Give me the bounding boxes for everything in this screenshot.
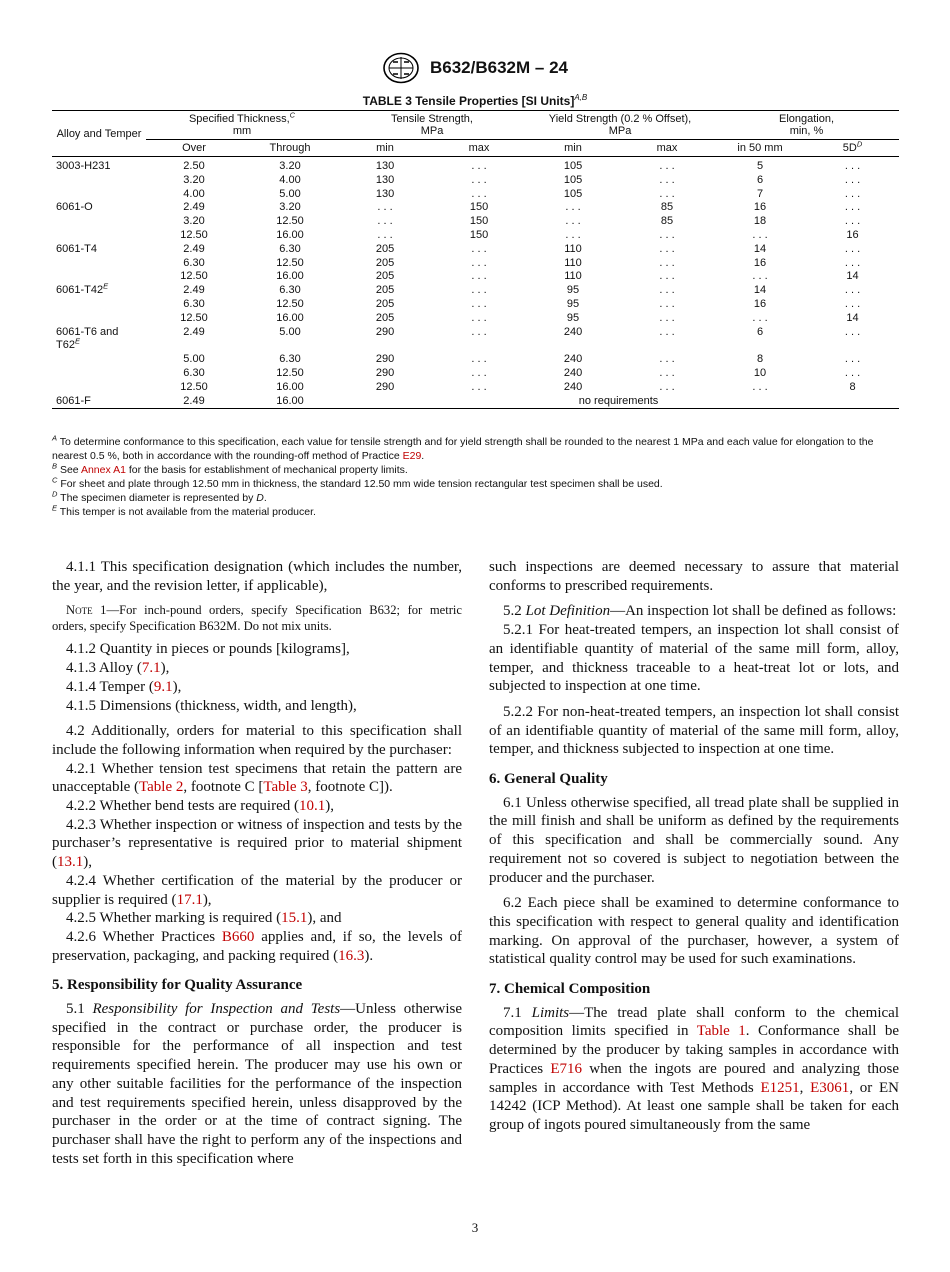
cell-el5d: . . .	[844, 366, 861, 379]
cell-alloy	[52, 298, 146, 312]
cell-ymin: 95	[566, 297, 580, 310]
header-tensile-min: min	[338, 140, 432, 157]
cell-alloy	[52, 381, 146, 395]
link-15-1[interactable]: 15.1	[281, 910, 308, 927]
cell-tmin: 205	[375, 284, 395, 297]
section-5-heading: 5. Responsibility for Quality Assurance	[52, 977, 303, 994]
para-4-2: 4.2 Additionally, orders for material to this specification shall include the following information when required by the purchaser:	[52, 723, 462, 758]
para-5-2-1: 5.2.1 For heat-treated tempers, an inspection lot shall consist of an identifiable quantity of material of the same mill form, alloy, temper, and thickness traceable to a heat-treat lot or lots, and subjected to inspection at one time.	[489, 622, 899, 695]
cell-el5d: . . .	[844, 187, 861, 200]
cell-over: 12.50	[180, 311, 208, 324]
table-row	[52, 367, 899, 381]
table-row	[52, 229, 899, 243]
section-6-heading: 6. General Quality	[489, 771, 608, 788]
header-yield-min: min	[526, 140, 620, 157]
cell-ymin: . . .	[565, 215, 581, 228]
cell-ymax: . . .	[659, 160, 675, 172]
table-caption: TABLE 3 Tensile Properties [SI Units]$^{A,B}$	[362, 93, 588, 108]
cell-tmax: . . .	[471, 284, 487, 297]
cell-el50: 16	[753, 201, 767, 214]
table-row	[52, 201, 899, 215]
footnote-b: $^B$ See Annex A1 for the basis for establishment of mechanical property limits.	[52, 461, 408, 476]
cell-el50: 5	[756, 160, 764, 172]
cell-ymax: . . .	[659, 297, 675, 310]
para-4-2-6: 4.2.6 Whether Practices B660 applies and, if so, the levels of preservation, packaging, and packing required (16.3).	[52, 928, 463, 964]
para-4-2-5: 4.2.5 Whether marking is required (15.1), and	[66, 910, 342, 927]
cell-tmax: . . .	[471, 380, 487, 393]
cell-ymax: 85	[660, 215, 674, 228]
cell-alloy	[52, 312, 146, 326]
cell-tmin: 205	[375, 311, 395, 324]
cell-alloy: 3003-H231	[56, 160, 111, 172]
cell-through: 16.00	[276, 270, 304, 283]
cell-ymax: . . .	[659, 256, 675, 269]
cell-ymin: . . .	[565, 228, 581, 241]
table-row	[52, 381, 899, 395]
cell-tmin: 290	[375, 380, 395, 393]
header-over: Over	[146, 140, 242, 157]
cell-tmin: 130	[375, 187, 395, 200]
cell-over: 2.49	[183, 284, 205, 297]
cell-tmin: . . .	[377, 201, 393, 214]
cell-over: 2.50	[183, 160, 205, 172]
header-tensile-max: max	[432, 140, 526, 157]
cell-through: 3.20	[279, 160, 301, 172]
link-13-1[interactable]: 13.1	[57, 854, 84, 871]
cell-ymin: 240	[563, 366, 583, 379]
cell-tmin: 130	[375, 173, 395, 186]
table-row	[52, 257, 899, 271]
cell-over: 5.00	[183, 353, 205, 366]
link-table-2[interactable]: Table 2	[139, 779, 184, 796]
cell-el50: 16	[753, 297, 767, 310]
cell-span: no requirements	[338, 395, 899, 409]
cell-over: 2.49	[183, 325, 205, 338]
cell-alloy: 6061-F	[52, 395, 146, 409]
link-17-1[interactable]: 17.1	[176, 891, 203, 908]
cell-over: 2.49	[146, 395, 242, 409]
para-4-2-1: 4.2.1 Whether tension test specimens that retain the pattern are unacceptable (Table 2, footnote C [Table 3, footnote C]).	[52, 760, 462, 796]
cell-el50: 10	[753, 366, 767, 379]
cell-tmin: . . .	[377, 215, 393, 228]
cell-through: 3.20	[279, 201, 301, 214]
cell-over: 6.30	[183, 366, 205, 379]
cell-through: 16.00	[276, 380, 304, 393]
cell-ymax: . . .	[659, 311, 675, 324]
cell-tmax: 150	[469, 215, 489, 228]
cell-tmax: . . .	[471, 187, 487, 200]
link-7-1[interactable]: 7.1	[141, 660, 161, 677]
table-row	[52, 174, 899, 188]
cell-over: 3.20	[183, 173, 205, 186]
link-table-3[interactable]: Table 3	[263, 779, 308, 796]
header-specified-thickness: Specified Thickness,$^C$ mm	[146, 111, 338, 140]
cell-ymin: 105	[563, 173, 583, 186]
page-number: 3	[471, 1220, 479, 1235]
footnote-c: $^C$ For sheet and plate through 12.50 mm in thickness, the standard 12.50 mm wide tension rectangular test specimen shall be used.	[52, 475, 663, 490]
para-5-2-2: 5.2.2 For non-heat-treated tempers, an inspection lot shall consist of an identifiable quantity of material of the same mill form, alloy, temper, and thickness subjected to inspection at one time.	[489, 703, 899, 758]
link-b660[interactable]: B660	[221, 928, 255, 945]
table-footnotes	[52, 435, 899, 519]
cell-over: 6.30	[183, 297, 205, 310]
section-7-heading: 7. Chemical Composition	[489, 981, 651, 998]
cell-ymax: . . .	[659, 380, 675, 393]
table-row	[52, 188, 899, 202]
cell-ymin: 240	[563, 380, 583, 393]
cell-tmax: 150	[469, 201, 489, 214]
para-4-1-1: 4.1.1 This specification designation (which includes the number, the year, and the revision letter, if applicable),	[52, 559, 462, 594]
cell-el5d: . . .	[844, 256, 861, 269]
cell-el5d: . . .	[844, 242, 861, 255]
header-elongation: Elongation, min, %	[714, 111, 899, 140]
cell-tmin: 205	[375, 242, 395, 255]
page-header	[0, 52, 950, 84]
cell-ymin: 110	[564, 242, 582, 255]
cell-through: 12.50	[276, 215, 304, 228]
table-row	[52, 395, 899, 409]
para-4-2-3: 4.2.3 Whether inspection or witness of inspection and tests by the purchaser’s representative is required prior to material shipment (13.1),	[52, 816, 462, 871]
note-1: Note 1—For inch-pound orders, specify Specification B632; for metric orders, specify Specification B632M. Do not mix units.	[52, 603, 462, 634]
cell-ymax: . . .	[659, 242, 675, 255]
cell-ymax: . . .	[659, 270, 675, 283]
cell-el5d: . . .	[844, 325, 861, 338]
cell-alloy	[52, 367, 146, 381]
para-7-1: 7.1 Limits—The tread plate shall conform to the chemical composition limits specified in Table 1. Conformance shall be determined by the producer by taking samples in accordance with Practices E716 when the ingots are poured and analyzing those samples in accordance with Test Methods E1251, E3061, or EN 14242 (ICP Method). At least one sample shall be taken for each group of ingots poured simultaneously from the same	[489, 1004, 900, 1133]
cell-ymin: 105	[563, 160, 583, 172]
cell-el50: 6	[756, 325, 764, 338]
para-4-2-4: 4.2.4 Whether certification of the material by the producer or supplier is required (17.1),	[52, 872, 462, 908]
cell-tmax: . . .	[471, 256, 487, 269]
para-4-1-3: 4.1.3 Alloy (7.1),	[66, 660, 170, 677]
cell-tmax: . . .	[471, 353, 487, 366]
cell-el50: 14	[753, 284, 767, 297]
table-row	[52, 243, 899, 257]
cell-tmax: . . .	[471, 297, 487, 310]
cell-el50: . . .	[752, 311, 768, 324]
cell-el5d: . . .	[844, 160, 861, 172]
para-5-2: 5.2 Lot Definition—An inspection lot shall be defined as follows:	[503, 603, 897, 620]
link-10-1[interactable]: 10.1	[298, 798, 326, 815]
cell-tmin: 290	[375, 325, 395, 338]
cell-tmax: 150	[469, 228, 489, 241]
astm-logo-icon	[382, 52, 420, 84]
cell-el50: 14	[753, 242, 767, 255]
tensile-properties-table	[52, 110, 899, 409]
cell-el50: 6	[756, 173, 764, 186]
cell-tmax: . . .	[471, 366, 487, 379]
para-6-1: 6.1 Unless otherwise specified, all tread plate shall be supplied in the mill finish and shall be uniform as defined by the requirements of this specification and shall be commercially sound. Any requirement not so covered is subject to negotiation between the producer and the purchaser.	[489, 794, 899, 886]
cell-ymin: 240	[563, 353, 583, 366]
cell-through: 16.00	[242, 395, 338, 409]
cell-tmax: . . .	[471, 160, 487, 172]
cell-ymin: . . .	[565, 201, 581, 214]
table-row	[52, 157, 899, 174]
cell-ymax: . . .	[659, 173, 675, 186]
cell-el50: . . .	[752, 228, 768, 241]
cell-tmax: . . .	[471, 173, 487, 186]
cell-alloy	[52, 188, 146, 202]
cell-over: 2.49	[183, 201, 205, 214]
cell-el5d: . . .	[844, 297, 861, 310]
cell-el50: 8	[756, 353, 764, 366]
header-through: Through	[242, 140, 338, 157]
cell-through: 12.50	[276, 256, 304, 269]
cell-through: 6.30	[279, 353, 301, 366]
cell-ymax: . . .	[659, 366, 675, 379]
table-row	[52, 353, 899, 367]
table-body	[52, 157, 899, 409]
header-in-50-mm: in 50 mm	[714, 140, 806, 157]
cell-alloy: $6061-T42^E$	[56, 281, 109, 297]
cell-ymax: 85	[660, 201, 674, 214]
cell-tmin: 205	[375, 256, 395, 269]
cell-el50: . . .	[752, 270, 768, 283]
cell-through: 16.00	[276, 228, 304, 241]
para-5-1-continued: such inspections are deemed necessary to assure that material conforms to prescribed requirements.	[489, 559, 899, 594]
cell-ymax: . . .	[659, 284, 675, 297]
link-e29[interactable]: E29	[402, 450, 422, 462]
table-row	[52, 270, 899, 284]
cell-through: 12.50	[276, 366, 304, 379]
cell-tmax: . . .	[471, 242, 487, 255]
para-5-1: 5.1 Responsibility for Inspection and Tests—Unless otherwise specified in the contract or purchase order, the producer is responsible for the performance of all inspection and test requirements specified herein. The producer may use his own or any other suitable facilities for the performance of the inspection and test requirements specified herein, unless disapproved by the purchaser in the order or at the time of contract signing. The purchaser shall have the right to perform any of the inspections and tests set forth in this specification where	[52, 1001, 463, 1167]
cell-ymin: 105	[563, 187, 583, 200]
table-row	[52, 298, 899, 312]
cell-ymax: . . .	[659, 325, 675, 338]
header-5d: $5D^D$	[806, 140, 899, 157]
cell-over: 12.50	[180, 270, 208, 283]
table-row	[52, 326, 899, 354]
table-row	[52, 215, 899, 229]
link-annex-a1[interactable]: Annex A1	[80, 464, 126, 476]
cell-tmax: . . .	[471, 311, 487, 324]
cell-el5d: . . .	[844, 353, 861, 366]
cell-el50: 16	[753, 256, 767, 269]
cell-el50: 7	[756, 187, 764, 200]
right-column	[489, 558, 899, 1135]
cell-tmax: . . .	[471, 325, 487, 338]
cell-over: 3.20	[183, 215, 205, 228]
cell-alloy	[52, 215, 146, 229]
cell-through: 6.30	[279, 284, 301, 297]
cell-tmin: 205	[375, 270, 395, 283]
document-designation: B632/B632M – 24	[430, 58, 568, 77]
cell-alloy	[52, 353, 146, 367]
cell-alloy: 6061-O	[56, 201, 93, 214]
cell-through: 4.00	[279, 173, 301, 186]
cell-el50: . . .	[752, 380, 768, 393]
cell-ymax: . . .	[659, 353, 675, 366]
cell-ymin: 110	[564, 256, 582, 269]
left-column	[52, 558, 462, 1168]
table-row	[52, 284, 899, 298]
cell-el50: 18	[753, 215, 767, 228]
cell-through: 5.00	[279, 187, 301, 200]
cell-alloy	[52, 257, 146, 271]
cell-alloy: 6061-T4	[56, 242, 97, 255]
cell-el5d: 14	[846, 270, 859, 283]
cell-over: 12.50	[180, 380, 208, 393]
cell-el5d: . . .	[844, 215, 861, 228]
cell-alloy	[52, 229, 146, 243]
footnote-e: $^E$ This temper is not available from the material producer.	[52, 503, 316, 518]
cell-ymin: 95	[566, 311, 580, 324]
cell-ymin: 240	[563, 325, 583, 338]
cell-alloy	[52, 174, 146, 188]
header-alloy-temper: Alloy and Temper	[52, 111, 146, 157]
para-6-2: 6.2 Each piece shall be examined to determine conformance to this specification with respect to general quality and identification marking. On approval of the purchaser, however, a system of statistical quality control may be used for such examinations.	[489, 895, 899, 968]
cell-over: 2.49	[183, 242, 205, 255]
para-4-1-2: 4.1.2 Quantity in pieces or pounds [kilograms],	[66, 641, 350, 658]
cell-over: 12.50	[180, 228, 208, 241]
table-row	[52, 312, 899, 326]
link-table-1[interactable]: Table 1	[696, 1023, 746, 1040]
cell-alloy: 6061-T6 and $T62^E$	[56, 325, 119, 352]
cell-el5d: 16	[846, 228, 859, 241]
cell-ymin: 110	[564, 270, 582, 283]
link-e716[interactable]: E716	[550, 1060, 583, 1077]
cell-el5d: . . .	[844, 284, 861, 297]
cell-through: 5.00	[279, 325, 301, 338]
cell-el5d: . . .	[844, 173, 861, 186]
cell-tmin: 290	[375, 353, 395, 366]
cell-el5d: . . .	[844, 201, 861, 214]
header-yield-max: max	[620, 140, 714, 157]
para-4-1-5: 4.1.5 Dimensions (thickness, width, and length),	[66, 697, 357, 714]
cell-through: 6.30	[279, 242, 301, 255]
cell-tmin: 205	[375, 297, 395, 310]
cell-tmin: 130	[375, 160, 395, 172]
cell-through: 12.50	[276, 297, 304, 310]
cell-tmax: . . .	[471, 270, 487, 283]
cell-over: 6.30	[183, 256, 205, 269]
link-e1251[interactable]: E1251	[760, 1079, 800, 1096]
link-9-1[interactable]: 9.1	[153, 678, 173, 695]
cell-tmin: . . .	[377, 228, 393, 241]
cell-over: 4.00	[183, 187, 205, 200]
cell-tmin: 290	[375, 366, 395, 379]
header-yield-strength: Yield Strength (0.2 % Offset), MPa	[526, 111, 714, 140]
header-tensile-strength: Tensile Strength, MPa	[338, 111, 526, 140]
link-16-3[interactable]: 16.3	[338, 947, 365, 964]
cell-ymax: . . .	[659, 187, 675, 200]
footnote-a: $^A$ To determine conformance to this specification, each value for tensile strength and for yield strength shall be rounded to the nearest 1 MPa and each value for elongation to the nearest 0.5 %, both in accordance with the rounding-off method of Practice E29.	[52, 433, 874, 462]
cell-ymax: . . .	[659, 228, 675, 241]
para-4-1-4: 4.1.4 Temper (9.1),	[66, 678, 182, 695]
cell-el5d: 8	[849, 380, 856, 393]
cell-alloy	[52, 270, 146, 284]
footnote-d: $^D$ The specimen diameter is represented by D.	[52, 489, 267, 504]
cell-ymin: 95	[566, 284, 580, 297]
para-4-2-2: 4.2.2 Whether bend tests are required (10.1),	[66, 798, 334, 815]
cell-through: 16.00	[276, 311, 304, 324]
link-e3061[interactable]: E3061	[810, 1079, 850, 1096]
cell-el5d: 14	[846, 311, 859, 324]
